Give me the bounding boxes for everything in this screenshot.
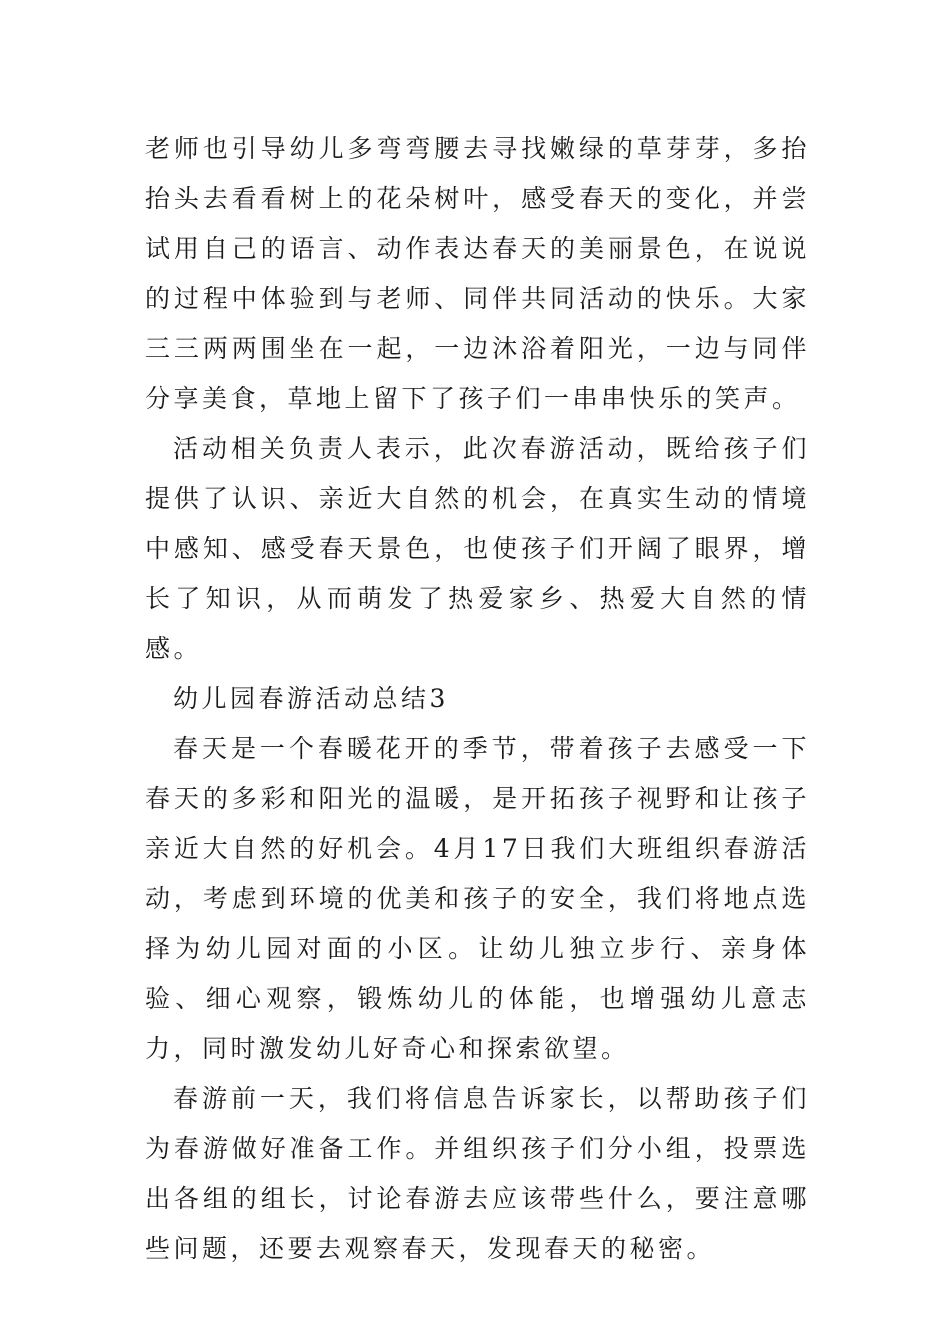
- paragraph-spring-intro: 春天是一个春暖花开的季节，带着孩子去感受一下春天的多彩和阳光的温暖，是开拓孩子视野和让孩子亲近大自然的好机会。4月17日我们大班组织春游活动，考虑到环境的优美和孩子的安全，我们将地点选择为幼儿园对面的小区。让幼儿独立步行、亲身体验、细心观察，锻炼幼儿的体能，也增强幼儿意志力，同时激发幼儿好奇心和探索欲望。: [145, 734, 810, 1063]
- paragraph-preparation: 春游前一天，我们将信息告诉家长，以帮助孩子们为春游做好准备工作。并组织孩子们分小组，投票选出各组的组长，讨论春游去应该带些什么，要注意哪些问题，还要去观察春天，发现春天的秘密。: [145, 1084, 810, 1263]
- section-heading: 幼儿园春游活动总结3: [173, 684, 449, 713]
- paragraph-responsible-person: 活动相关负责人表示，此次春游活动，既给孩子们提供了认识、亲近大自然的机会，在真实生动的情境中感知、感受春天景色，也使孩子们开阔了眼界，增长了知识，从而萌发了热爱家乡、热爱大自然的情感。: [145, 434, 810, 663]
- document-body: [145, 124, 810, 1274]
- paragraph-continued: 老师也引导幼儿多弯弯腰去寻找嫩绿的草芽芽，多抬抬头去看看树上的花朵树叶，感受春天的变化，并尝试用自己的语言、动作表达春天的美丽景色，在说说的过程中体验到与老师、同伴共同活动的快乐。大家三三两两围坐在一起，一边沐浴着阳光，一边与同伴分享美食，草地上留下了孩子们一串串快乐的笑声。: [145, 134, 810, 413]
